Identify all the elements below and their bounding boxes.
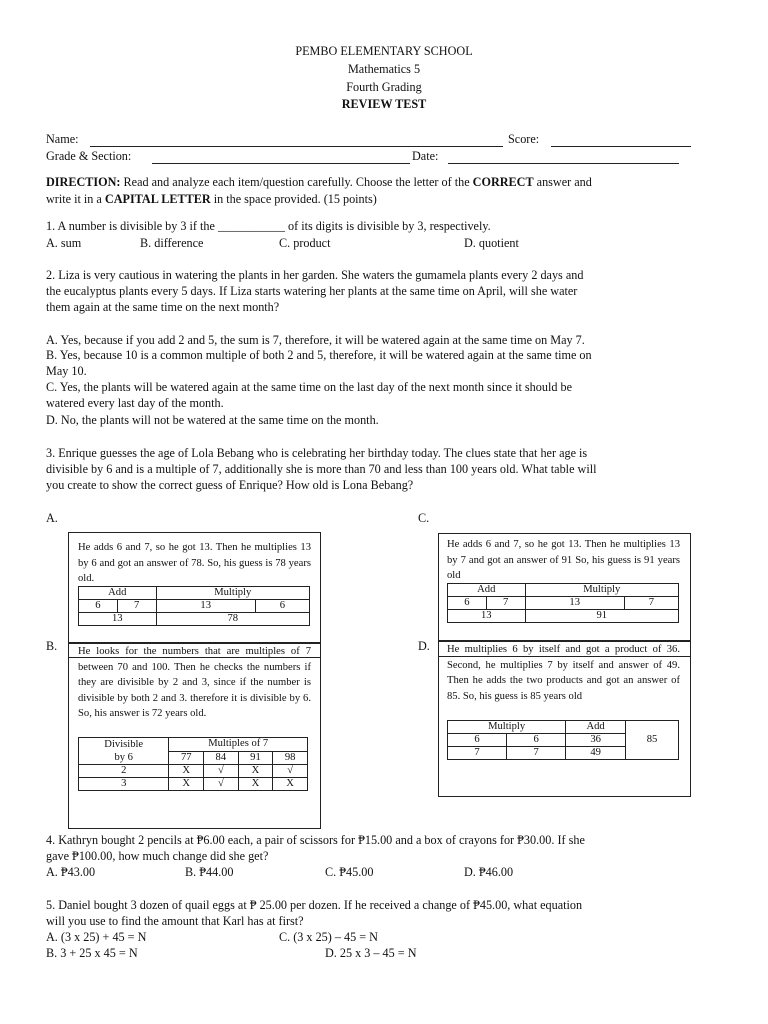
q2-option-c-line1: C. Yes, the plants will be watered again at the same time on the last day of the next month since it should be xyxy=(46,380,572,394)
table-cell: 7 xyxy=(624,597,678,610)
date-label: Date: xyxy=(412,149,439,163)
table-cell: 2 xyxy=(79,765,169,778)
table-cell: 13 xyxy=(79,613,157,626)
table-header: Multiply xyxy=(525,584,678,597)
table-cell: 77 xyxy=(169,751,204,765)
table-cell: 6 xyxy=(448,734,507,747)
table-header: Multiples of 7 xyxy=(169,738,308,752)
table-header: Multiply xyxy=(448,721,566,734)
q5-line2: will you use to find the amount that Karl has at first? xyxy=(46,914,304,928)
q3-label-a: A. xyxy=(46,511,58,525)
table-cell: √ xyxy=(204,765,239,778)
page-title: REVIEW TEST xyxy=(341,97,427,111)
q3-label-c: C. xyxy=(418,511,430,525)
score-line xyxy=(551,146,691,147)
table-header: Add xyxy=(566,721,626,734)
table-cell: 7 xyxy=(448,747,507,760)
option-c-text: He adds 6 and 7, so he got 13. Then he multiplies 13 by 7 and got an answer of 91 So, his guess is 91 years old xyxy=(447,539,680,582)
q1-option-b: B. difference xyxy=(140,236,204,250)
q2-option-c-line2: watered every last day of the month. xyxy=(46,396,224,410)
table-cell: X xyxy=(169,778,204,791)
table-cell: 84 xyxy=(204,751,239,765)
q1-option-c: C. product xyxy=(279,236,331,250)
table-header: Add xyxy=(79,587,157,600)
q2-option-b-line2: May 10. xyxy=(46,364,87,378)
capital-letter-word: CAPITAL LETTER xyxy=(104,192,211,206)
table-cell: 7 xyxy=(507,747,566,760)
q1-option-a: A. sum xyxy=(46,236,82,250)
q4-option-d: D. ₱46.00 xyxy=(464,865,514,879)
q2-line3: them again at the same time on the next month? xyxy=(46,300,280,314)
q2-option-a: A. Yes, because if you add 2 and 5, the sum is 7, therefore, it will be watered again at the same time on May 7. xyxy=(46,333,585,347)
q3-line3: you create to show the correct guess of Enrique? How old is Lona Bebang? xyxy=(46,478,414,492)
q4-option-a: A. ₱43.00 xyxy=(46,865,96,879)
q4-line2: gave ₱100.00, how much change did she get? xyxy=(46,849,269,863)
table-cell: X xyxy=(238,765,273,778)
table-cell: 78 xyxy=(156,613,309,626)
table-header: Multiply xyxy=(156,587,309,600)
correct-word: CORRECT xyxy=(472,175,534,189)
option-d-text: He multiplies 6 by itself and got a product of 36. Second, he multiplies 7 by itself and answer of 49. Then he adds the two products and got an answer of 85. So, his guess is 85 years old xyxy=(447,644,680,702)
table-cell: 6 xyxy=(448,597,487,610)
table-cell: 36 xyxy=(566,734,626,747)
table-cell: 13 xyxy=(525,597,624,610)
table-cell: √ xyxy=(273,765,308,778)
table-header: Add xyxy=(448,584,526,597)
option-b-table xyxy=(78,737,308,791)
q5-option-a: A. (3 x 25) + 45 = N xyxy=(46,930,147,944)
q4-line1: 4. Kathryn bought 2 pencils at ₱6.00 each, a pair of scissors for ₱15.00 and a box of crayons for ₱30.00. If she xyxy=(46,833,585,847)
table-cell: X xyxy=(169,765,204,778)
table-cell: 91 xyxy=(238,751,273,765)
q3-line2: divisible by 6 and is a multiple of 7, additionally she is more than 70 and less than 100 years old. What table will xyxy=(46,462,597,476)
option-a-text: He adds 6 and 7, so he got 13. Then he multiplies 13 by 6 and got an answer of 78. So, his guess is 78 years old. xyxy=(78,542,311,585)
table-cell: 6 xyxy=(507,734,566,747)
table-cell: 49 xyxy=(566,747,626,760)
table-cell: 13 xyxy=(448,610,526,623)
q1-text: 1. A number is divisible by 3 if the ___________ of its digits is divisible by 3, respectively. xyxy=(46,219,491,233)
q5-line1: 5. Daniel bought 3 dozen of quail eggs at ₱ 25.00 per dozen. If he received a change of ₱45.00, what equation xyxy=(46,898,583,912)
q2-option-b-line1: B. Yes, because 10 is a common multiple of both 2 and 5, therefore, it will be watered again at the same time on xyxy=(46,348,592,362)
table-cell: 6 xyxy=(79,600,118,613)
q3-label-b: B. xyxy=(46,639,58,653)
table-cell: √ xyxy=(204,778,239,791)
table-cell: 85 xyxy=(626,721,679,760)
option-a-table xyxy=(78,586,310,626)
q1-option-d: D. quotient xyxy=(464,236,519,250)
option-b-text: He looks for the numbers that are multiples of 7 between 70 and 100. Then he checks the numbers if they are divisible by 2 and 3, since if the number is divisible by both 2 and 3. therefore it is divisible by 6. So, his answer is 72 years old. xyxy=(78,646,311,720)
grade-section-label: Grade & Section: xyxy=(46,149,132,163)
q5-option-b: B. 3 + 25 x 45 = N xyxy=(46,946,138,960)
direction-label: DIRECTION: xyxy=(46,175,121,189)
school-name: PEMBO ELEMENTARY SCHOOL xyxy=(295,44,473,58)
date-line xyxy=(448,163,679,164)
table-cell: 7 xyxy=(117,600,156,613)
table-cell: X xyxy=(273,778,308,791)
table-cell: X xyxy=(238,778,273,791)
q4-option-b: B. ₱44.00 xyxy=(185,865,234,879)
table-cell: 98 xyxy=(273,751,308,765)
table-cell: 13 xyxy=(156,600,255,613)
grading-period: Fourth Grading xyxy=(346,80,422,94)
direction-line1: DIRECTION: Read and analyze each item/question carefully. Choose the letter of the CORRECT answer and xyxy=(46,175,592,189)
q2-option-d: D. No, the plants will not be watered at the same time on the month. xyxy=(46,413,379,427)
table-cell: 3 xyxy=(79,778,169,791)
q5-option-c: C. (3 x 25) – 45 = N xyxy=(279,930,378,944)
name-label: Name: xyxy=(46,132,79,146)
table-header: Divisible by 6 xyxy=(79,738,169,765)
q3-label-d: D. xyxy=(418,639,430,653)
subject: Mathematics 5 xyxy=(347,62,421,76)
option-d-table xyxy=(447,720,679,760)
q2-line2: the eucalyptus plants every 5 days. If Liza starts watering her plants at the same time on April, will she water xyxy=(46,284,578,298)
table-cell: 91 xyxy=(525,610,678,623)
grade-section-line xyxy=(152,163,410,164)
table-cell: 6 xyxy=(255,600,309,613)
table-cell: 7 xyxy=(486,597,525,610)
score-label: Score: xyxy=(508,132,540,146)
direction-line2: write it in a CAPITAL LETTER in the space provided. (15 points) xyxy=(46,192,377,206)
q3-line1: 3. Enrique guesses the age of Lola Bebang who is celebrating her birthday today. The clues state that her age is xyxy=(46,446,588,460)
q4-option-c: C. ₱45.00 xyxy=(325,865,374,879)
q5-option-d: D. 25 x 3 – 45 = N xyxy=(325,946,417,960)
name-line xyxy=(90,146,503,147)
q2-line1: 2. Liza is very cautious in watering the plants in her garden. She waters the gumamela plants every 2 days and xyxy=(46,268,584,282)
option-c-table xyxy=(447,583,679,623)
